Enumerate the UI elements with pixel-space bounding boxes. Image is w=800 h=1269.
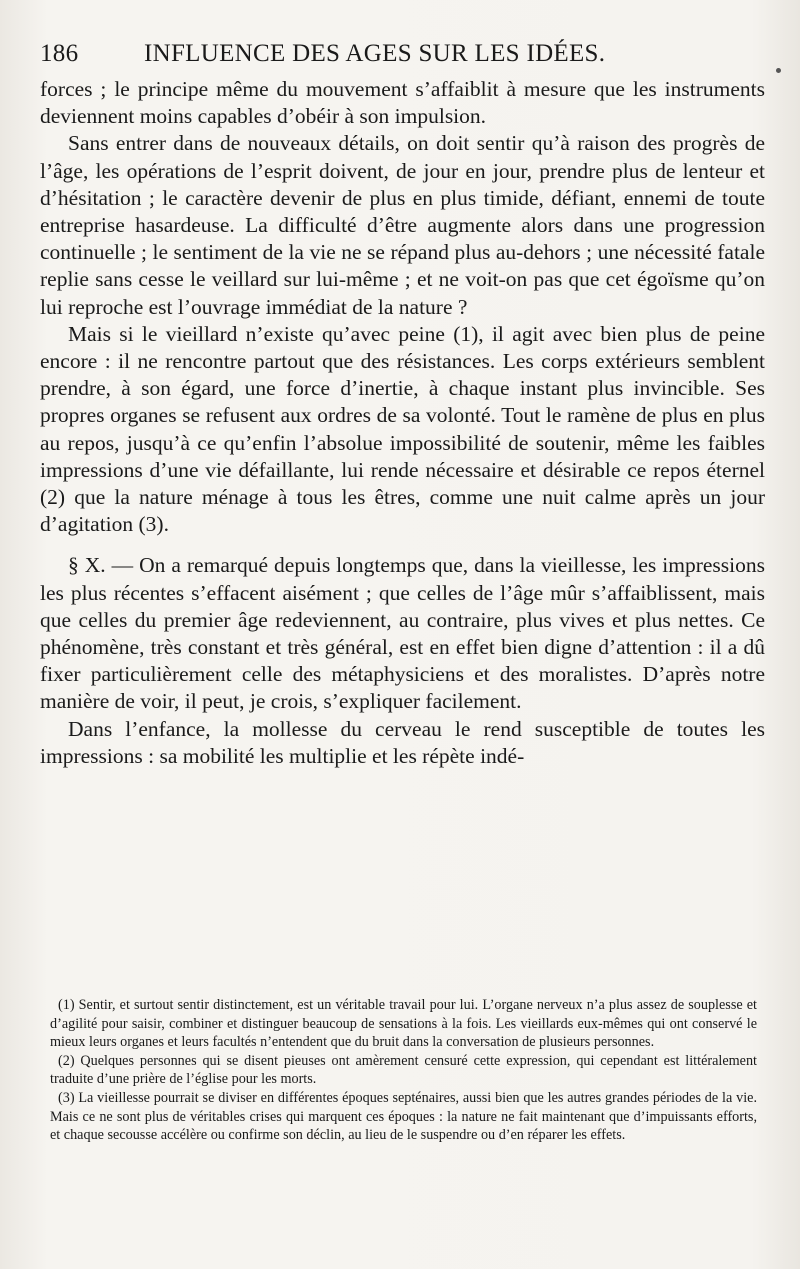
paragraph: Mais si le vieillard n’existe qu’avec peine (1), il agit avec bien plus de peine encore : il ne rencontre partout que des résistances. Les corps extérieurs semblent prendre, à son égard, une force d’inertie, à chaque instant plus invincible. Ses propres organes se refusent aux ordres de sa volonté. Tout le ramène de plus en plus au repos, jusqu’à ce qu’enfin l’absolue impossibilité de soutenir, même les faibles impressions d’une vie défaillante, lui rende nécessaire et désirable ce repos éternel (2) que la nature ménage à tous les êtres, comme une nuit calme après un jour d’agitation (3). — [40, 321, 765, 537]
running-title: INFLUENCE DES AGES SUR LES IDÉES. — [144, 40, 606, 67]
paragraph-continuation: forces ; le principe même du mouvement s’affaiblit à mesure que les instruments deviennent moins capables d’obéir à son impulsion. — [40, 77, 765, 129]
section-paragraph: § X. — On a remarqué depuis longtemps que, dans la vieillesse, les impressions les plus récentes s’effacent aisément ; que celles de l’âge mûr s’affaiblissent, mais que celles du premier âge redeviennent, au contraire, plus vives et plus nettes. Ce phénomène, très constant et très général, est en effet bien digne d’attention : il a dû fixer particulièrement celle des métaphysiciens et des moralistes. D’après notre manière de voir, il peut, je crois, s’expliquer facilement. — [40, 553, 765, 714]
footnote: (3) La vieillesse pourrait se diviser en différentes époques septénaires, aussi bien que les autres grandes périodes de la vie. Mais ce ne sont plus de véritables crises qui marquent ces époques : la nature ne fait maintenant que d’impuissants efforts, et chaque secousse accélère ou confirme son déclin, au lieu de le suspendre ou d’en réparer les effets. — [50, 1089, 757, 1144]
footnote: (1) Sentir, et surtout sentir distinctement, est un véritable travail pour lui. L’organe nerveux n’a plus assez de souplesse et d’agilité pour saisir, combiner et distinguer beaucoup de sensations à la fois. Les vieillards eux-mêmes qui ont conservé le mieux leurs organes et leurs facultés n’entendent que du bruit dans la conversation de plusieurs personnes. — [50, 997, 757, 1051]
paragraph: Dans l’enfance, la mollesse du cerveau le rend susceptible de toutes les impressions : sa mobilité les multiplie et les répète indé- — [40, 716, 765, 768]
ink-speck — [776, 68, 781, 73]
footnotes — [50, 996, 757, 1145]
footnote: (2) Quelques personnes qui se disent pieuses ont amèrement censuré cette expression, qui cependant est littéralement traduite d’une prière de l’église pour les morts. — [50, 1052, 757, 1088]
paragraph: Sans entrer dans de nouveaux détails, on doit sentir qu’à raison des progrès de l’âge, les opérations de l’esprit doivent, de jour en jour, prendre plus de lenteur et d’hésitation ; le caractère devenir de plus en plus timide, défiant, ennemi de toute entreprise hasardeuse. La difficulté d’être augmente alors dans une progression continuelle ; le sentiment de la vie ne se répand plus au-dehors ; une nécessité fatale replie sans cesse le veillard sur lui-même ; et ne voit-on pas que cet égoïsme qu’on lui reproche est l’ouvrage immédiat de la nature ? — [40, 131, 765, 319]
main-text — [40, 76, 765, 770]
page-number: 186 — [40, 40, 79, 67]
page-header — [40, 40, 760, 74]
